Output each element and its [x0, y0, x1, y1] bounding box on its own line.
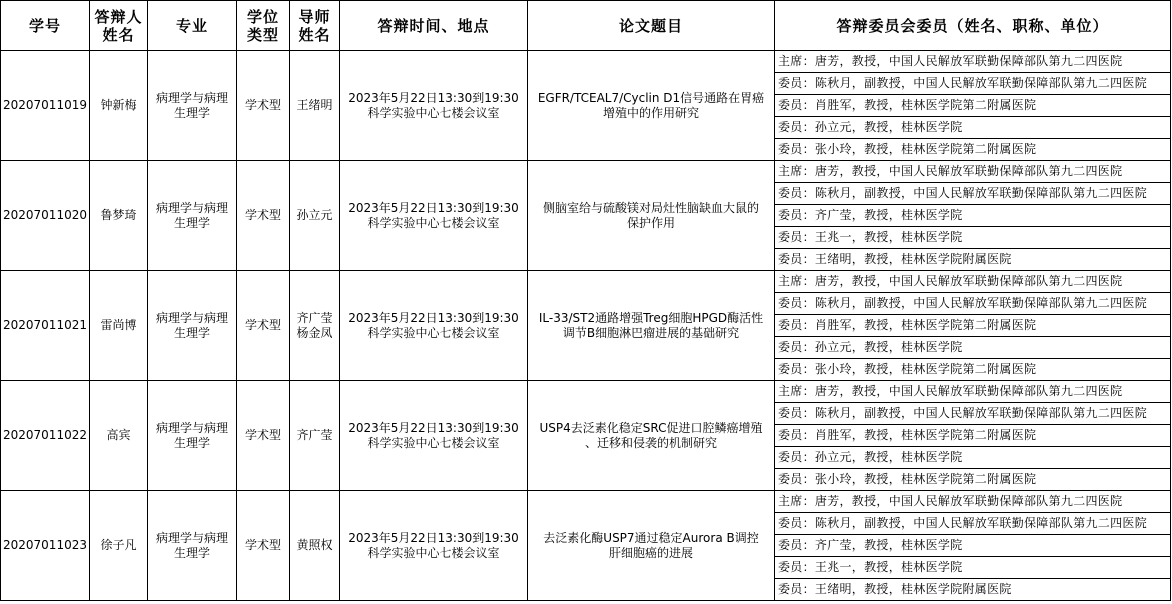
committee-member-cell: 主席：唐芳，教授，中国人民解放军联勤保障部队第九二四医院	[775, 161, 1171, 183]
committee-member-cell: 委员：肖胜军，教授，桂林医学院第二附属医院	[775, 425, 1171, 447]
degree-type-cell: 学术型	[237, 161, 290, 271]
degree-type-cell: 学术型	[237, 51, 290, 161]
table-body	[1, 51, 1171, 601]
committee-member-cell: 主席：唐芳，教授，中国人民解放军联勤保障部队第九二四医院	[775, 51, 1171, 73]
advisor-cell	[290, 491, 340, 601]
time-place-line: 科学实验中心七楼会议室	[367, 545, 500, 560]
time-place-cell	[340, 491, 528, 601]
major-cell	[148, 271, 237, 381]
major-cell	[148, 51, 237, 161]
committee-member-cell: 主席：唐芳，教授，中国人民解放军联勤保障部队第九二四医院	[775, 381, 1171, 403]
student-id-cell: 20207011023	[1, 491, 90, 601]
time-place-line: 科学实验中心七楼会议室	[367, 435, 500, 450]
header-thesis-title: 论文题目	[528, 1, 775, 51]
student-id-cell: 20207011022	[1, 381, 90, 491]
thesis-title-cell	[528, 161, 775, 271]
major-line: 生理学	[173, 435, 210, 450]
table-row	[1, 161, 1171, 183]
committee-member-cell: 委员：肖胜军，教授，桂林医学院第二附属医院	[775, 315, 1171, 337]
time-place-line: 科学实验中心七楼会议室	[367, 215, 500, 230]
header-degree-type-line: 类型	[246, 25, 279, 44]
thesis-title-cell	[528, 491, 775, 601]
header-name-line: 答辩人	[94, 7, 143, 26]
advisor-name: 齐广莹	[296, 310, 333, 325]
time-place-line: 2023年5月22日13:30到19:30	[348, 420, 519, 435]
student-name-cell: 雷尚博	[90, 271, 148, 381]
time-place-line: 科学实验中心七楼会议室	[367, 325, 500, 340]
committee-member-cell: 委员：陈秋月，副教授，中国人民解放军联勤保障部队第九二四医院	[775, 403, 1171, 425]
major-line: 病理学与病理	[155, 90, 228, 105]
degree-type-cell: 学术型	[237, 381, 290, 491]
committee-member-cell: 委员：王兆一，教授，桂林医学院	[775, 557, 1171, 579]
committee-member-cell: 委员：陈秋月，副教授，中国人民解放军联勤保障部队第九二四医院	[775, 73, 1171, 95]
major-line: 病理学与病理	[155, 530, 228, 545]
header-advisor-line: 姓名	[298, 25, 331, 44]
major-cell	[148, 381, 237, 491]
time-place-cell	[340, 381, 528, 491]
major-cell	[148, 161, 237, 271]
committee-member-cell: 委员：陈秋月，副教授，中国人民解放军联勤保障部队第九二四医院	[775, 293, 1171, 315]
table-row	[1, 51, 1171, 73]
header-major: 专业	[148, 1, 237, 51]
thesis-title-line: 、迁移和侵袭的机制研究	[584, 435, 717, 450]
time-place-line: 2023年5月22日13:30到19:30	[348, 200, 519, 215]
major-line: 生理学	[173, 545, 210, 560]
advisor-cell	[290, 161, 340, 271]
thesis-title-line: 去泛素化酶USP7通过稳定Aurora B调控	[543, 530, 759, 545]
header-degree-type	[237, 1, 290, 51]
committee-member-cell: 委员：肖胜军，教授，桂林医学院第二附属医院	[775, 95, 1171, 117]
committee-member-cell: 委员：王兆一，教授，桂林医学院	[775, 227, 1171, 249]
advisor-cell	[290, 271, 340, 381]
committee-member-cell: 委员：张小玲，教授，桂林医学院第二附属医院	[775, 469, 1171, 491]
time-place-line: 2023年5月22日13:30到19:30	[348, 90, 519, 105]
header-name-line: 姓名	[102, 25, 135, 44]
committee-member-cell: 委员：齐广莹，教授，桂林医学院	[775, 535, 1171, 557]
student-id-cell: 20207011019	[1, 51, 90, 161]
thesis-title-line: 调节B细胞淋巴瘤进展的基础研究	[562, 325, 740, 340]
thesis-title-line: 保护作用	[626, 215, 675, 230]
major-line: 生理学	[173, 105, 210, 120]
major-cell	[148, 491, 237, 601]
header-student-id: 学号	[1, 1, 90, 51]
committee-member-cell: 委员：陈秋月，副教授，中国人民解放军联勤保障部队第九二四医院	[775, 513, 1171, 535]
advisor-name: 杨金凤	[296, 325, 333, 340]
committee-member-cell: 委员：张小玲，教授，桂林医学院第二附属医院	[775, 139, 1171, 161]
thesis-title-cell	[528, 271, 775, 381]
advisor-name: 孙立元	[296, 208, 333, 222]
student-name-cell: 高宾	[90, 381, 148, 491]
advisor-cell	[290, 51, 340, 161]
time-place-cell	[340, 51, 528, 161]
time-place-line: 2023年5月22日13:30到19:30	[348, 530, 519, 545]
table-row	[1, 271, 1171, 293]
major-line: 生理学	[173, 215, 210, 230]
time-place-cell	[340, 271, 528, 381]
major-line: 病理学与病理	[155, 200, 228, 215]
degree-type-cell: 学术型	[237, 491, 290, 601]
header-name	[90, 1, 148, 51]
thesis-title-cell	[528, 51, 775, 161]
student-name-cell: 徐子凡	[90, 491, 148, 601]
major-line: 生理学	[173, 325, 210, 340]
thesis-title-line: IL-33/ST2通路增强Treg细胞HPGD酶活性	[538, 310, 764, 325]
header-time-place: 答辩时间、地点	[340, 1, 528, 51]
table-row	[1, 491, 1171, 513]
committee-member-cell: 委员：孙立元，教授，桂林医学院	[775, 447, 1171, 469]
major-line: 病理学与病理	[155, 420, 228, 435]
time-place-line: 2023年5月22日13:30到19:30	[348, 310, 519, 325]
thesis-title-line: 侧脑室给与硫酸镁对局灶性脑缺血大鼠的	[542, 200, 759, 215]
thesis-title-line: EGFR/TCEAL7/Cyclin D1信号通路在胃癌	[537, 90, 765, 105]
header-committee: 答辩委员会委员（姓名、职称、单位）	[775, 1, 1171, 51]
committee-member-cell: 主席：唐芳，教授，中国人民解放军联勤保障部队第九二四医院	[775, 491, 1171, 513]
header-advisor-line: 导师	[298, 7, 331, 26]
header-advisor	[290, 1, 340, 51]
thesis-title-line: 肝细胞癌的进展	[608, 545, 693, 560]
committee-member-cell: 委员：张小玲，教授，桂林医学院第二附属医院	[775, 359, 1171, 381]
student-id-cell: 20207011021	[1, 271, 90, 381]
time-place-line: 科学实验中心七楼会议室	[367, 105, 500, 120]
student-name-cell: 钟新梅	[90, 51, 148, 161]
table-row	[1, 381, 1171, 403]
thesis-title-cell	[528, 381, 775, 491]
header-row	[1, 1, 1171, 51]
advisor-name: 王绪明	[296, 98, 333, 112]
advisor-cell	[290, 381, 340, 491]
committee-member-cell: 委员：陈秋月，副教授，中国人民解放军联勤保障部队第九二四医院	[775, 183, 1171, 205]
major-line: 病理学与病理	[155, 310, 228, 325]
student-id-cell: 20207011020	[1, 161, 90, 271]
thesis-title-line: 增殖中的作用研究	[602, 105, 699, 120]
committee-member-cell: 委员：孙立元，教授，桂林医学院	[775, 337, 1171, 359]
student-name-cell: 鲁梦琦	[90, 161, 148, 271]
advisor-name: 黄照权	[296, 538, 333, 552]
committee-member-cell: 委员：王绪明，教授，桂林医学院附属医院	[775, 249, 1171, 271]
header-degree-type-line: 学位	[246, 7, 279, 26]
degree-type-cell: 学术型	[237, 271, 290, 381]
committee-member-cell: 主席：唐芳，教授，中国人民解放军联勤保障部队第九二四医院	[775, 271, 1171, 293]
time-place-cell	[340, 161, 528, 271]
committee-member-cell: 委员：王绪明，教授，桂林医学院附属医院	[775, 579, 1171, 601]
advisor-name: 齐广莹	[296, 428, 333, 442]
thesis-title-line: USP4去泛素化稳定SRC促进口腔鳞癌增殖	[539, 420, 763, 435]
committee-member-cell: 委员：孙立元，教授，桂林医学院	[775, 117, 1171, 139]
committee-member-cell: 委员：齐广莹，教授，桂林医学院	[775, 205, 1171, 227]
